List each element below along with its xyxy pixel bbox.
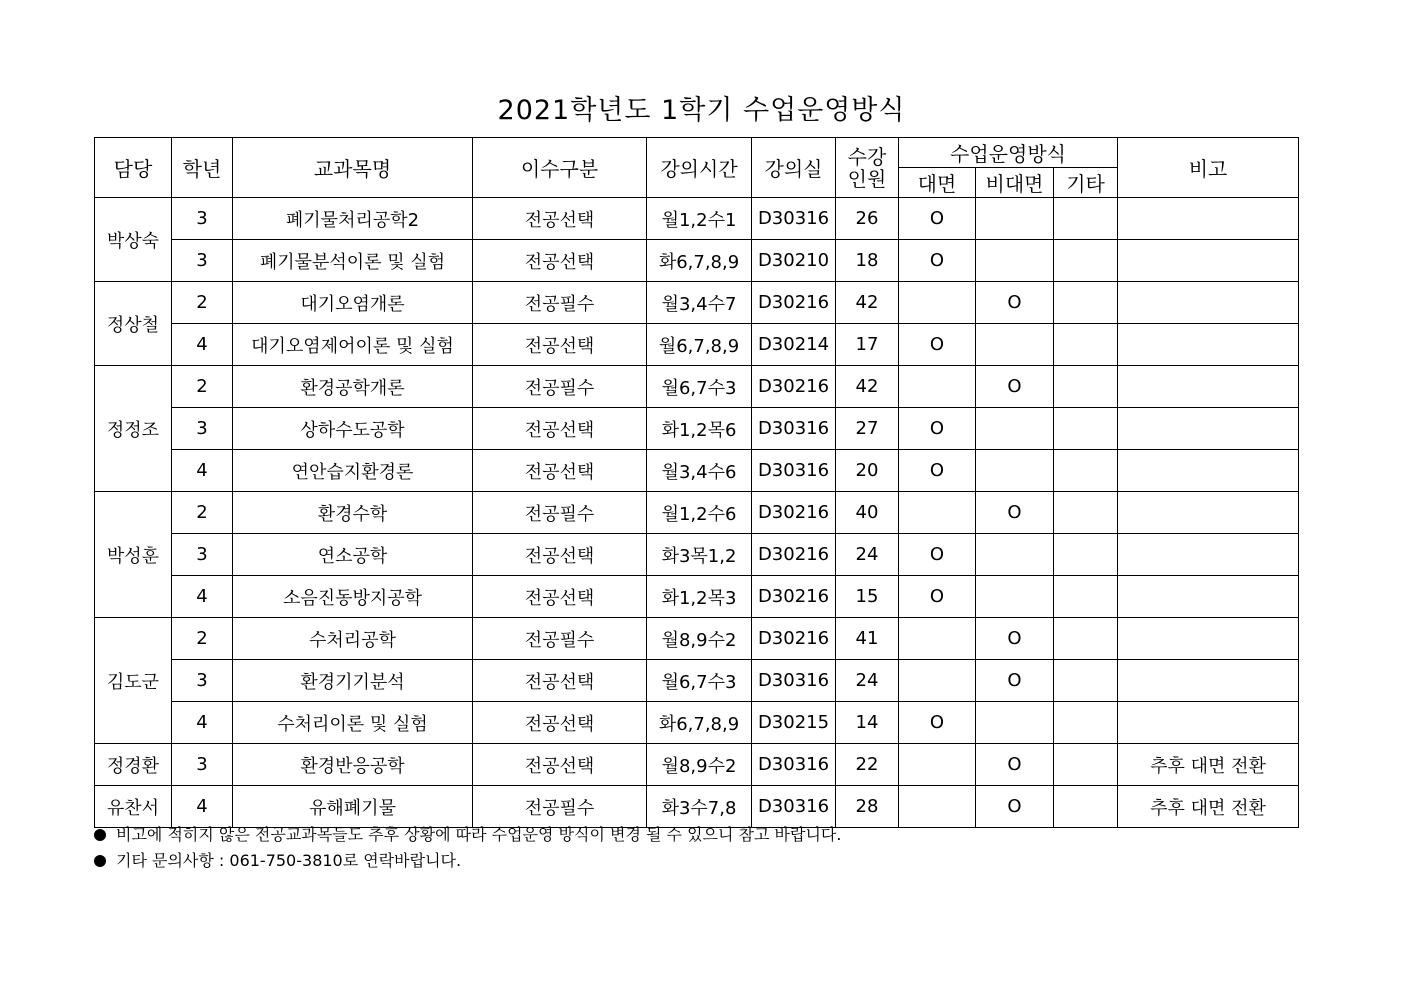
instructor-cell: 정정조 (95, 366, 172, 492)
grade-cell: 4 (172, 786, 233, 828)
note-cell (1118, 702, 1299, 744)
mode-nonface-cell: O (976, 786, 1054, 828)
note-cell: 추후 대면 전환 (1118, 744, 1299, 786)
mode-nonface-cell: O (976, 492, 1054, 534)
mode-other-cell (1054, 366, 1118, 408)
footnote-item (94, 822, 841, 848)
note-cell (1118, 198, 1299, 240)
enroll-cell: 40 (836, 492, 899, 534)
footnote-item (94, 848, 841, 874)
header-course: 교과목명 (233, 138, 473, 198)
mode-nonface-cell: O (976, 744, 1054, 786)
mode-other-cell (1054, 282, 1118, 324)
table-row (95, 576, 1299, 618)
mode-other-cell (1054, 576, 1118, 618)
course-cell: 대기오염제어이론 및 실험 (233, 324, 473, 366)
room-cell: D30316 (752, 786, 836, 828)
category-cell: 전공선택 (473, 198, 647, 240)
grade-cell: 3 (172, 660, 233, 702)
course-cell: 수처리이론 및 실험 (233, 702, 473, 744)
enroll-cell: 26 (836, 198, 899, 240)
header-mode-nonface: 비대면 (976, 168, 1054, 198)
grade-cell: 4 (172, 702, 233, 744)
enroll-cell: 15 (836, 576, 899, 618)
mode-face-cell: O (899, 324, 976, 366)
grade-cell: 4 (172, 576, 233, 618)
table-row (95, 744, 1299, 786)
instructor-cell: 박성훈 (95, 492, 172, 618)
time-cell: 화6,7,8,9 (647, 702, 752, 744)
room-cell: D30316 (752, 660, 836, 702)
course-cell: 소음진동방지공학 (233, 576, 473, 618)
time-cell: 화1,2목3 (647, 576, 752, 618)
mode-face-cell (899, 366, 976, 408)
mode-other-cell (1054, 786, 1118, 828)
course-cell: 연안습지환경론 (233, 450, 473, 492)
instructor-cell: 정상철 (95, 282, 172, 366)
mode-face-cell (899, 660, 976, 702)
room-cell: D30216 (752, 534, 836, 576)
enroll-cell: 42 (836, 282, 899, 324)
mode-other-cell (1054, 618, 1118, 660)
enroll-cell: 28 (836, 786, 899, 828)
mode-nonface-cell (976, 240, 1054, 282)
time-cell: 화1,2목6 (647, 408, 752, 450)
enroll-cell: 41 (836, 618, 899, 660)
mode-other-cell (1054, 198, 1118, 240)
header-mode-group: 수업운영방식 (899, 138, 1118, 168)
footnote-text: 비고에 적히지 않은 전공교과목들도 추후 상황에 따라 수업운영 방식이 변경 될 수 있으니 참고 바랍니다. (116, 825, 842, 844)
category-cell: 전공필수 (473, 366, 647, 408)
instructor-cell: 유찬서 (95, 786, 172, 828)
category-cell: 전공선택 (473, 744, 647, 786)
room-cell: D30216 (752, 282, 836, 324)
time-cell: 화6,7,8,9 (647, 240, 752, 282)
room-cell: D30216 (752, 366, 836, 408)
header-category: 이수구분 (473, 138, 647, 198)
category-cell: 전공선택 (473, 450, 647, 492)
course-cell: 대기오염개론 (233, 282, 473, 324)
table-row (95, 492, 1299, 534)
grade-cell: 2 (172, 282, 233, 324)
note-cell (1118, 450, 1299, 492)
category-cell: 전공선택 (473, 576, 647, 618)
table-row (95, 366, 1299, 408)
note-cell (1118, 366, 1299, 408)
table-row (95, 702, 1299, 744)
course-cell: 환경수학 (233, 492, 473, 534)
header-mode-other: 기타 (1054, 168, 1118, 198)
time-cell: 월6,7수3 (647, 366, 752, 408)
mode-other-cell (1054, 450, 1118, 492)
enroll-cell: 24 (836, 534, 899, 576)
room-cell: D30215 (752, 702, 836, 744)
note-cell (1118, 282, 1299, 324)
mode-face-cell: O (899, 576, 976, 618)
room-cell: D30216 (752, 618, 836, 660)
enroll-cell: 14 (836, 702, 899, 744)
time-cell: 월3,4수7 (647, 282, 752, 324)
header-mode-face: 대면 (899, 168, 976, 198)
category-cell: 전공선택 (473, 324, 647, 366)
course-cell: 환경반응공학 (233, 744, 473, 786)
time-cell: 월3,4수6 (647, 450, 752, 492)
room-cell: D30316 (752, 744, 836, 786)
time-cell: 월6,7,8,9 (647, 324, 752, 366)
time-cell: 월1,2수1 (647, 198, 752, 240)
table-row (95, 618, 1299, 660)
header-enroll (836, 138, 899, 198)
table-row (95, 450, 1299, 492)
header-note: 비고 (1118, 138, 1299, 198)
mode-other-cell (1054, 702, 1118, 744)
course-cell: 환경공학개론 (233, 366, 473, 408)
grade-cell: 3 (172, 240, 233, 282)
table-row (95, 240, 1299, 282)
mode-nonface-cell (976, 702, 1054, 744)
mode-face-cell (899, 492, 976, 534)
instructor-cell: 박상숙 (95, 198, 172, 282)
instructor-cell: 김도군 (95, 618, 172, 744)
mode-other-cell (1054, 534, 1118, 576)
mode-face-cell (899, 282, 976, 324)
table-row (95, 198, 1299, 240)
note-cell (1118, 534, 1299, 576)
room-cell: D30214 (752, 324, 836, 366)
enroll-cell: 20 (836, 450, 899, 492)
note-cell (1118, 324, 1299, 366)
header-grade: 학년 (172, 138, 233, 198)
note-cell (1118, 408, 1299, 450)
note-cell (1118, 576, 1299, 618)
mode-other-cell (1054, 744, 1118, 786)
enroll-cell: 27 (836, 408, 899, 450)
time-cell: 월6,7수3 (647, 660, 752, 702)
footnote-text: 기타 문의사항 : 061-750-3810로 연락바랍니다. (116, 851, 462, 870)
note-cell (1118, 240, 1299, 282)
mode-other-cell (1054, 240, 1118, 282)
time-cell: 월8,9수2 (647, 618, 752, 660)
mode-nonface-cell (976, 450, 1054, 492)
table-row (95, 534, 1299, 576)
room-cell: D30216 (752, 492, 836, 534)
course-cell: 연소공학 (233, 534, 473, 576)
bullet-icon (94, 829, 106, 841)
course-cell: 유해폐기물 (233, 786, 473, 828)
mode-nonface-cell (976, 408, 1054, 450)
header-instructor: 담당 (95, 138, 172, 198)
course-cell: 상하수도공학 (233, 408, 473, 450)
grade-cell: 4 (172, 450, 233, 492)
room-cell: D30210 (752, 240, 836, 282)
grade-cell: 4 (172, 324, 233, 366)
grade-cell: 2 (172, 492, 233, 534)
grade-cell: 3 (172, 744, 233, 786)
header-room: 강의실 (752, 138, 836, 198)
time-cell: 화3목1,2 (647, 534, 752, 576)
instructor-cell: 정경환 (95, 744, 172, 786)
category-cell: 전공선택 (473, 408, 647, 450)
category-cell: 전공선택 (473, 702, 647, 744)
mode-nonface-cell: O (976, 618, 1054, 660)
room-cell: D30316 (752, 408, 836, 450)
note-cell: 추후 대면 전환 (1118, 786, 1299, 828)
category-cell: 전공필수 (473, 786, 647, 828)
room-cell: D30216 (752, 576, 836, 618)
table-row (95, 324, 1299, 366)
note-cell (1118, 618, 1299, 660)
table-row (95, 408, 1299, 450)
header-row (95, 138, 1299, 168)
mode-nonface-cell (976, 324, 1054, 366)
mode-nonface-cell (976, 576, 1054, 618)
mode-face-cell: O (899, 450, 976, 492)
grade-cell: 3 (172, 408, 233, 450)
page-title: 2021학년도 1학기 수업운영방식 (497, 95, 906, 126)
header-time: 강의시간 (647, 138, 752, 198)
course-cell: 폐기물처리공학2 (233, 198, 473, 240)
mode-nonface-cell: O (976, 282, 1054, 324)
mode-face-cell (899, 744, 976, 786)
schedule-table (94, 137, 1299, 828)
mode-other-cell (1054, 492, 1118, 534)
header-enroll-line1: 수강 (847, 144, 887, 169)
mode-other-cell (1054, 408, 1118, 450)
time-cell: 월1,2수6 (647, 492, 752, 534)
footnotes (94, 822, 841, 874)
mode-face-cell (899, 618, 976, 660)
time-cell: 월8,9수2 (647, 744, 752, 786)
mode-face-cell: O (899, 702, 976, 744)
mode-nonface-cell (976, 534, 1054, 576)
mode-face-cell (899, 786, 976, 828)
mode-face-cell: O (899, 240, 976, 282)
enroll-cell: 17 (836, 324, 899, 366)
course-cell: 환경기기분석 (233, 660, 473, 702)
category-cell: 전공필수 (473, 282, 647, 324)
mode-nonface-cell (976, 198, 1054, 240)
mode-other-cell (1054, 660, 1118, 702)
course-cell: 폐기물분석이론 및 실험 (233, 240, 473, 282)
mode-other-cell (1054, 324, 1118, 366)
category-cell: 전공선택 (473, 240, 647, 282)
category-cell: 전공선택 (473, 534, 647, 576)
note-cell (1118, 660, 1299, 702)
mode-face-cell: O (899, 408, 976, 450)
grade-cell: 2 (172, 366, 233, 408)
header-enroll-line2: 인원 (847, 166, 887, 191)
grade-cell: 3 (172, 198, 233, 240)
time-cell: 화3수7,8 (647, 786, 752, 828)
grade-cell: 2 (172, 618, 233, 660)
mode-nonface-cell: O (976, 366, 1054, 408)
mode-face-cell: O (899, 534, 976, 576)
course-cell: 수처리공학 (233, 618, 473, 660)
mode-face-cell: O (899, 198, 976, 240)
enroll-cell: 42 (836, 366, 899, 408)
category-cell: 전공선택 (473, 660, 647, 702)
table-row (95, 660, 1299, 702)
room-cell: D30316 (752, 450, 836, 492)
table-row (95, 282, 1299, 324)
category-cell: 전공필수 (473, 492, 647, 534)
enroll-cell: 18 (836, 240, 899, 282)
grade-cell: 3 (172, 534, 233, 576)
category-cell: 전공필수 (473, 618, 647, 660)
enroll-cell: 24 (836, 660, 899, 702)
room-cell: D30316 (752, 198, 836, 240)
enroll-cell: 22 (836, 744, 899, 786)
mode-nonface-cell: O (976, 660, 1054, 702)
bullet-icon (94, 855, 106, 867)
note-cell (1118, 492, 1299, 534)
